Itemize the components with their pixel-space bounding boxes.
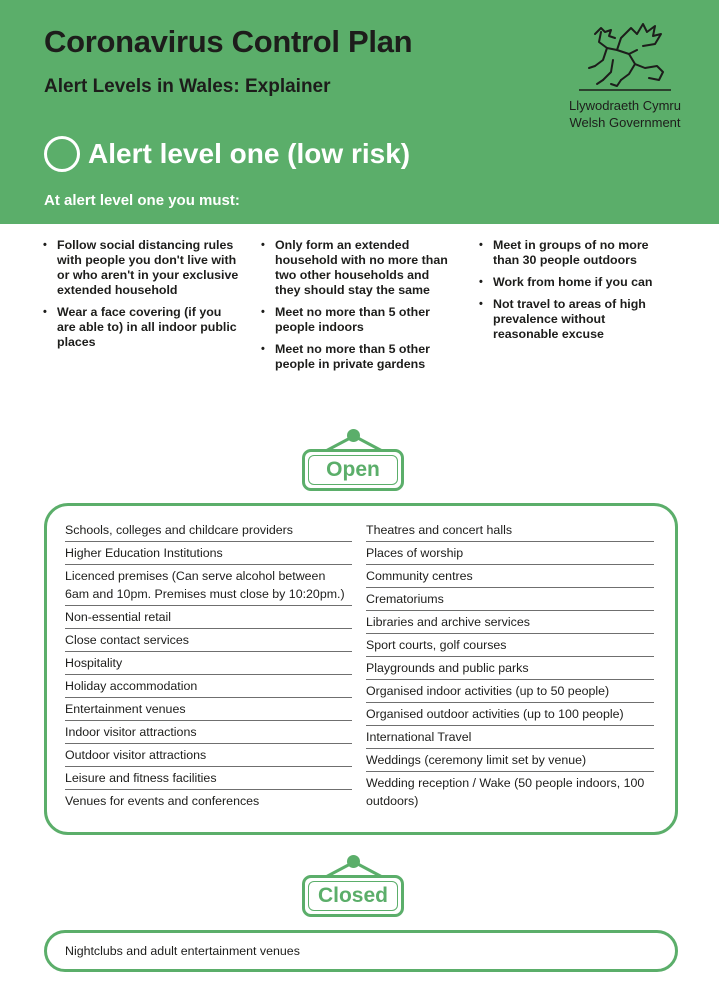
list-item: Close contact services <box>65 629 352 652</box>
rule-item: • Wear a face covering (if you are able to) in all indoor public places <box>42 305 242 350</box>
open-sign-board <box>302 449 404 491</box>
list-item: Non-essential retail <box>65 606 352 629</box>
open-sign-label: Open <box>326 458 380 481</box>
list-item: Organised outdoor activities (up to 100 people) <box>366 703 654 726</box>
list-item: Playgrounds and public parks <box>366 657 654 680</box>
closed-sign <box>302 855 404 919</box>
open-venues-list-right <box>366 519 654 812</box>
rule-item: • Only form an extended household with no more than two other households and they should stay the same <box>260 238 455 298</box>
list-item: Venues for events and conferences <box>65 794 260 808</box>
list-item: Hospitality <box>65 652 352 675</box>
list-item: Sport courts, golf courses <box>366 634 654 657</box>
alert-level-heading <box>44 133 410 175</box>
list-item: Places of worship <box>366 542 654 565</box>
alert-level-title: Alert level one (low risk) <box>88 138 411 169</box>
rule-item: • Meet in groups of no more than 30 people outdoors <box>478 238 668 268</box>
closed-sign-board <box>302 875 404 917</box>
list-item: Weddings (ceremony limit set by venue) <box>366 749 654 772</box>
welsh-dragon-icon <box>577 20 673 92</box>
list-item: Organised indoor activities (up to 50 people) <box>366 680 654 703</box>
list-item: Holiday accommodation <box>65 675 352 698</box>
open-venues-list-left <box>65 519 352 812</box>
list-item: International Travel <box>366 726 654 749</box>
closed-sign-label: Closed <box>317 884 388 907</box>
list-item: Wedding reception / Wake (50 people indoors, 100 outdoors) <box>366 776 645 808</box>
welsh-government-logo <box>560 20 690 135</box>
list-item: Libraries and archive services <box>366 611 654 634</box>
header-band <box>0 0 719 224</box>
logo-text-english: Welsh Government <box>569 115 681 130</box>
rules-heading: At alert level one you must: <box>44 192 240 209</box>
page-title: Coronavirus Control Plan <box>44 24 413 59</box>
list-item: Crematoriums <box>366 588 654 611</box>
list-item: Higher Education Institutions <box>65 542 352 565</box>
list-item: Entertainment venues <box>65 698 352 721</box>
rules-column-3 <box>478 238 668 349</box>
sign-nail-icon <box>347 855 360 868</box>
rules-column-2 <box>260 238 455 379</box>
rule-item: • Meet no more than 5 other people indoors <box>260 305 455 335</box>
list-item: Indoor visitor attractions <box>65 721 352 744</box>
sign-nail-icon <box>347 429 360 442</box>
rule-item: • Meet no more than 5 other people in private gardens <box>260 342 455 372</box>
rule-item: • Work from home if you can <box>478 275 668 290</box>
list-item: Leisure and fitness facilities <box>65 767 352 790</box>
circle-icon <box>44 136 80 172</box>
open-sign <box>302 429 404 493</box>
list-item: Schools, colleges and childcare providers <box>65 519 352 542</box>
list-item: Outdoor visitor attractions <box>65 744 352 767</box>
list-item: Theatres and concert halls <box>366 519 654 542</box>
logo-text-welsh: Llywodraeth Cymru <box>569 98 681 113</box>
closed-venue-item: Nightclubs and adult entertainment venues <box>65 944 300 958</box>
rule-item: • Follow social distancing rules with people you don't live with or who aren't in your exclusive extended household <box>42 238 242 298</box>
list-item: Licenced premises (Can serve alcohol between 6am and 10pm. Premises must close by 10:20pm.) <box>65 565 352 606</box>
rules-column-1 <box>42 238 242 357</box>
list-item: Community centres <box>366 565 654 588</box>
page-subtitle: Alert Levels in Wales: Explainer <box>44 76 331 97</box>
rule-item: • Not travel to areas of high prevalence without reasonable excuse <box>478 297 668 342</box>
